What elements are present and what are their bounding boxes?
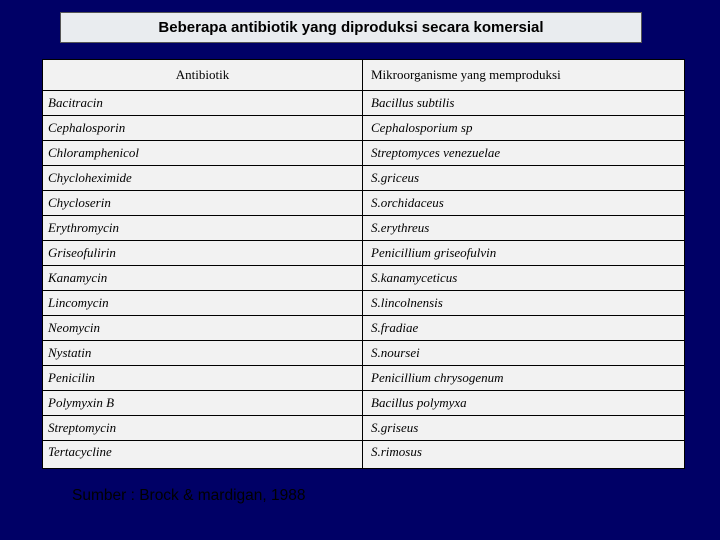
- microorganism-cell: S.kanamyceticus: [363, 266, 685, 291]
- antibiotics-table: [42, 59, 685, 469]
- source-caption: Sumber : Brock & mardigan, 1988: [72, 487, 306, 504]
- table-body: [43, 91, 685, 469]
- microorganism-cell: Penicillium chrysogenum: [363, 366, 685, 391]
- microorganism-cell: S.lincolnensis: [363, 291, 685, 316]
- antibiotic-cell: Kanamycin: [43, 266, 363, 291]
- antibiotic-cell: Penicilin: [43, 366, 363, 391]
- microorganism-cell: S.fradiae: [363, 316, 685, 341]
- antibiotic-cell: Nystatin: [43, 341, 363, 366]
- microorganism-cell: Cephalosporium sp: [363, 116, 685, 141]
- antibiotic-cell: Erythromycin: [43, 216, 363, 241]
- antibiotic-cell: Lincomycin: [43, 291, 363, 316]
- table-row: [43, 216, 685, 241]
- microorganism-cell: S.griceus: [363, 166, 685, 191]
- microorganism-cell: S.erythreus: [363, 216, 685, 241]
- table-row: [43, 241, 685, 266]
- antibiotic-cell: Cephalosporin: [43, 116, 363, 141]
- antibiotic-cell: Tertacycline: [43, 441, 363, 469]
- table-header-row: [43, 60, 685, 91]
- antibiotic-cell: Griseofulirin: [43, 241, 363, 266]
- table-row: [43, 191, 685, 216]
- microorganism-cell: Bacillus polymyxa: [363, 391, 685, 416]
- table-row: [43, 341, 685, 366]
- antibiotic-cell: Streptomycin: [43, 416, 363, 441]
- slide-title: Beberapa antibiotik yang diproduksi secara komersial: [60, 12, 642, 43]
- microorganism-cell: S.orchidaceus: [363, 191, 685, 216]
- antibiotic-cell: Chloramphenicol: [43, 141, 363, 166]
- table-row: [43, 291, 685, 316]
- table-row: [43, 141, 685, 166]
- microorganism-cell: S.rimosus: [363, 441, 685, 469]
- table-row: [43, 116, 685, 141]
- antibiotic-cell: Bacitracin: [43, 91, 363, 116]
- microorganism-cell: S.griseus: [363, 416, 685, 441]
- antibiotic-cell: Neomycin: [43, 316, 363, 341]
- table-row: [43, 391, 685, 416]
- table-row: [43, 366, 685, 391]
- table-row: [43, 416, 685, 441]
- microorganism-cell: Bacillus subtilis: [363, 91, 685, 116]
- table-row: [43, 266, 685, 291]
- table-row: [43, 91, 685, 116]
- table-row: [43, 316, 685, 341]
- header-mikroorganisme: Mikroorganisme yang memproduksi: [363, 60, 685, 91]
- table-row: [43, 166, 685, 191]
- header-antibiotik: Antibiotik: [43, 60, 363, 91]
- microorganism-cell: S.noursei: [363, 341, 685, 366]
- antibiotic-cell: Chycloheximide: [43, 166, 363, 191]
- table-row: [43, 441, 685, 469]
- antibiotic-cell: Chycloserin: [43, 191, 363, 216]
- microorganism-cell: Penicillium griseofulvin: [363, 241, 685, 266]
- antibiotic-cell: Polymyxin B: [43, 391, 363, 416]
- microorganism-cell: Streptomyces venezuelae: [363, 141, 685, 166]
